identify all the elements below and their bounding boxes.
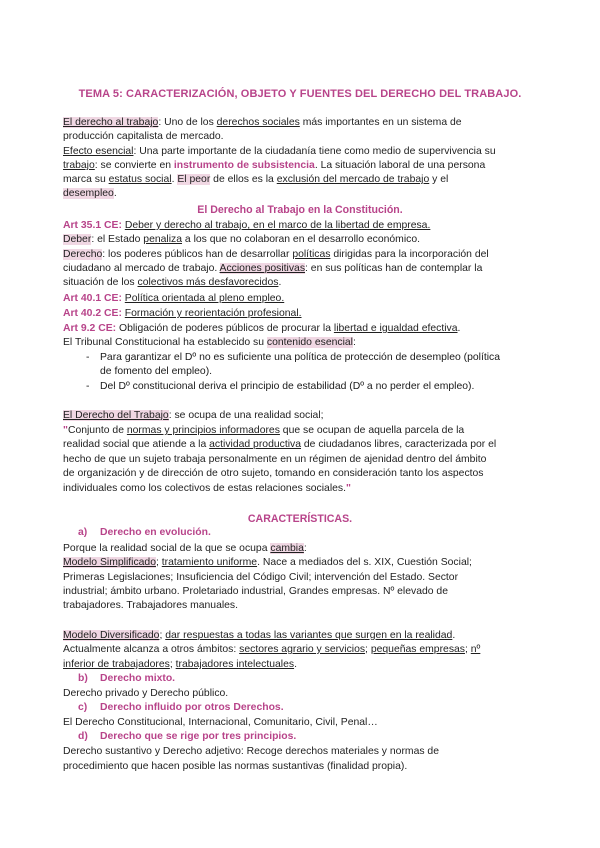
subheading-d: d) Derecho que se rige por tres principios. (78, 731, 297, 742)
section-heading-constitucion: El Derecho al Trabajo en la Constitución. (197, 204, 403, 216)
paragraph-deber: Deber: el Estado penaliza a los que no colaboran en el desarrollo económico. (63, 234, 420, 245)
paragraph-tribunal: El Tribunal Constitucional ha establecido su contenido esencial: (63, 337, 356, 348)
paragraph-line: trabajo: se convierte en instrumento de subsistencia. La situación laboral de una persona (63, 160, 486, 171)
art-40-1: Art 40.1 CE: Política orientada al pleno empleo. (63, 293, 285, 304)
paragraph-line: producción capitalista de mercado. (63, 131, 224, 142)
subheading-b: b) Derecho mixto. (78, 673, 176, 684)
paragraph-modelo-diversificado: Modelo Diversificado; dar respuestas a todas las variantes que surgen en la realidad. (63, 630, 456, 641)
paragraph-mixto: Derecho privado y Derecho público. (63, 688, 229, 699)
list-item: - Del Dº constitucional deriva el principio de estabilidad (Dº a no perder el empleo). (86, 381, 475, 392)
paragraph-line: marca su estatus social. El peor de ellos es la exclusión del mercado de trabajo y el (63, 174, 449, 185)
paragraph-derecho-del-trabajo: El Derecho del Trabajo: se ocupa de una realidad social; (63, 410, 324, 421)
paragraph-line: realidad social que atiende a la actividad productiva de ciudadanos libres, caracterizada por el (63, 439, 497, 450)
art-40-2: Art 40.2 CE: Formación y reorientación profesional. (63, 308, 302, 319)
paragraph-line: industrial; ámbito urbano. Proletariado industrial, Grandes empresas. Nº elevado de (63, 586, 448, 597)
paragraph-evolucion: Porque la realidad social de la que se ocupa cambia: (63, 543, 307, 554)
paragraph-line: de organización y de dirección de otro sujeto, tomando en consideración tanto los aspectos (63, 468, 484, 479)
paragraph-line: hecho de que un sujeto trabaja personalmente en un régimen de ajenidad dentro del ámbito (63, 454, 487, 465)
paragraph-influido: El Derecho Constitucional, Internacional, Comunitario, Civil, Penal… (63, 717, 378, 728)
paragraph-derecho: Derecho: los poderes públicos han de desarrollar políticas dirigidas para la incorporación del (63, 249, 489, 260)
paragraph-line: trabajadores. Trabajadores manuales. (63, 600, 239, 611)
art-35-1: Art 35.1 CE: Deber y derecho al trabajo, en el marco de la libertad de empresa. (63, 220, 431, 231)
subheading-c: c) Derecho influido por otros Derechos. (78, 702, 284, 713)
page-title: TEMA 5: CARACTERIZACIÓN, OBJETO Y FUENTES DEL DERECHO DEL TRABAJO. (78, 88, 522, 100)
paragraph-line: ciudadano al mercado de trabajo. Acciones positivas: en sus políticas han de contemplar la (63, 263, 483, 274)
paragraph-modelo-simplificado: Modelo Simplificado; tratamiento uniforme. Nace a mediados del s. XIX, Cuestión Social; (63, 557, 472, 568)
paragraph-principios: Derecho sustantivo y Derecho adjetivo: Recoge derechos materiales y normas de (63, 746, 439, 757)
paragraph-line: procedimiento que hacen posible las normas sustantivas (finalidad propia). (63, 761, 408, 772)
subheading-a: a) Derecho en evolución. (78, 527, 211, 538)
paragraph-line: Actualmente alcanza a otros ámbitos: sectores agrario y servicios; pequeñas empresas; nº (63, 644, 481, 655)
definition-quote: "Conjunto de normas y principios informadores que se ocupan de aquella parcela de la (63, 425, 465, 436)
paragraph-line: inferior de trabajadores; trabajadores intelectuales. (63, 659, 297, 670)
list-item: - Para garantizar el Dº no es suficiente una política de protección de desempleo (política (86, 352, 501, 363)
paragraph-derecho-al-trabajo: El derecho al trabajo: Uno de los derechos sociales más importantes en un sistema de (63, 117, 462, 128)
paragraph-line: situación de los colectivos más desfavorecidos. (63, 277, 282, 288)
art-9-2: Art 9.2 CE: Obligación de poderes públicos de procurar la libertad e igualdad efectiva. (63, 323, 461, 334)
paragraph-line: desempleo. (63, 188, 117, 199)
paragraph-line: Primeras Legislaciones; Insuficiencia del Código Civil; intervención del Estado. Sector (63, 572, 459, 583)
list-item-continuation: de fomento del empleo). (100, 366, 213, 377)
paragraph-efecto-esencial: Efecto esencial: Una parte importante de la ciudadanía tiene como medio de supervivencia su (63, 146, 496, 157)
paragraph-line: individuales como los colectivos de estas relaciones sociales." (63, 483, 351, 494)
section-heading-caracteristicas: CARACTERÍSTICAS. (247, 513, 353, 525)
